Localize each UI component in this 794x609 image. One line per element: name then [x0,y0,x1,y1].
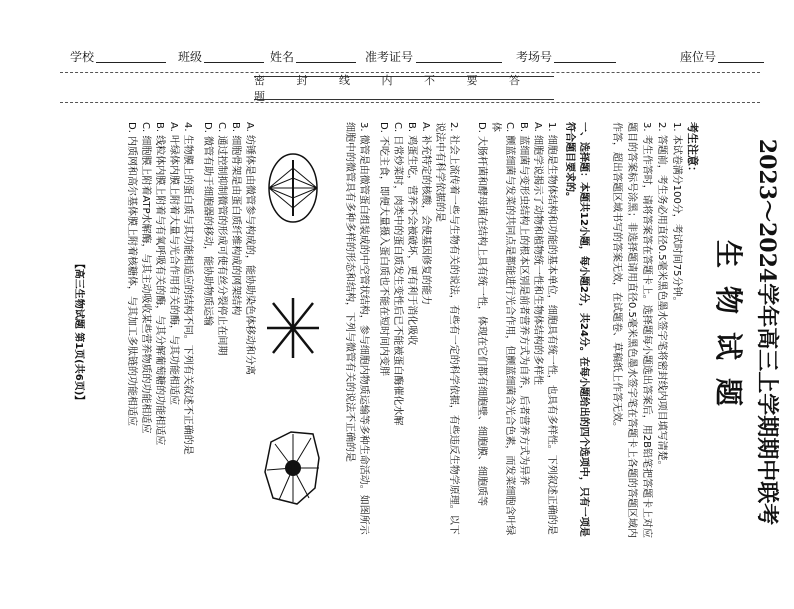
seal-dashed-line-bottom [60,102,760,103]
footer-page: 第1页(共6页)】 [73,332,84,406]
exam-header [0,34,794,70]
class-label: 班级 [178,50,203,64]
exam-notice [609,122,700,542]
question-3-options [200,122,256,542]
option-a[interactable]: A. 叶绿体内膜上附着大量与光合作用有关的酶，与其功能相适应 [168,122,179,406]
notice-item: 2. 答题前，考生务必用直径0.5毫米黑色墨水签字笔将密封线内项目填写清楚。 [656,122,667,471]
option-b[interactable]: B. 细胞骨架是由蛋白质纤维构成的网架结构 [230,122,241,316]
exam-no-label: 准考证号 [365,50,414,64]
question-3 [342,122,370,542]
school-field[interactable] [96,62,166,63]
footer-label: 【高三生物试题 [73,258,84,329]
subject-title: 生物试题 [712,239,745,424]
question-stem: 1. 细胞是生物体结构和功能的基本单位，细胞具有统一性，也具有多样性。下列叙述正确的是 [546,122,557,535]
notice-heading: 考生注意： [686,122,699,177]
name-field[interactable] [296,62,356,63]
microtubule-figures [262,148,324,508]
option-c[interactable]: C. 颤蓝细菌与发菜的共同点是都能进行光合作用，但颤蓝细菌含光合色素，而发菜细胞含叶绿体 [490,122,515,536]
option-b[interactable]: B. 线粒体内膜上附着与有氧呼吸有关的酶，与其分解葡萄糖的功能相适应 [154,122,165,446]
exam-title: 2023～2024学年高三上学期期中联考 [754,138,780,526]
option-c[interactable]: C. 日常炒菜时，肉类中的蛋白质发生变性后已不能被蛋白酶催化水解 [392,122,403,426]
rotated-exam-page [60,108,790,553]
option-d[interactable]: D. 大肠杆菌和酵母菌在结构上具有统一性，体现在它们都有细胞壁、细胞膜、细胞质等 [476,122,487,507]
question-stem: 2. 社会上流传着一些与生物有关的说法，有些有一定的科学依据，有些违反生物学原理。以下说法中有科学依据的是 [434,122,459,535]
option-b[interactable]: B. 蓝细菌与变形虫结构上的根本区别是前者营养方式为自养，后者营养方式为异养 [518,122,529,486]
room-label: 考场号 [516,50,553,64]
class-field[interactable] [204,62,264,63]
exam-no-field[interactable] [416,62,502,63]
option-a[interactable]: A. 纺锤体是由微管参与构成的，能协助染色体移动和分离 [244,122,255,376]
question-2 [376,122,460,542]
exam-page-content [60,108,790,553]
school-label: 学校 [70,50,95,64]
cell-skeleton-figure [263,428,323,508]
option-a[interactable]: A. 补充特定的核酸，会使基因修复的能力 [420,122,431,306]
option-d[interactable]: D. 内质网和高尔基体膜上附着核糖体，与其加工多肽链的功能相适应 [126,122,137,427]
option-c[interactable]: C. 细胞膜上附着ATP水解酶，与其主动吸收某些营养物质的功能相适应 [140,122,151,434]
seal-line-notice: 密 封 线 内 不 要 答 题 [254,76,554,100]
question-1 [474,122,558,542]
room-field[interactable] [554,62,616,63]
option-d[interactable]: D. 不吃主食，即便大量摄入蛋白质也不能在短时间内变胖 [378,122,389,377]
question-4 [124,122,194,542]
section-heading-text: 一、选择题：本题共12小题，每小题2分，共24分。在每小题给出的四个选项中，只有一项是符合题目要求的。 [564,122,589,537]
question-stem: 3. 微管是由微管蛋白组装成的中空管状结构，参与细胞内物质运输等多种生命活动。如图所示细胞中的微管具有多种多样的形态和结构，下列与微管有关的说法不正确的是 [344,122,369,535]
notice-item: 1. 本试卷满分100分，考试时间75分钟。 [671,122,682,307]
page-footer [73,122,88,542]
question-stem: 4. 生物膜上的蛋白质与其功能相适应的结构不同。下列有关叙述不正确的是 [182,122,193,455]
option-d[interactable]: D. 微管有助于细胞器的移动，能协助物质运输 [202,122,213,327]
seat-field[interactable] [718,62,764,63]
notice-item: 3. 考生作答时，请将答案答在答题卡上。选择题每小题选出答案后，用2B铅笔把答题卡上对应题目的答案标号涂黑；非选择题请用直径0.5毫米黑色墨水签字笔在答题卡上各题的答题区域内作答，超出答题区域书写的答案无效，在试题卷、草稿纸上作答无效。 [611,122,652,538]
flagellum-figure [263,293,323,363]
option-b[interactable]: B. 鸡蛋生吃，营养不会被破坏，更有利于消化吸收 [406,122,417,346]
name-label: 姓名 [270,50,295,64]
section-heading [562,122,590,542]
option-c[interactable]: C. 通过控制抑制微管的形成可使有丝分裂停止在间期 [216,122,227,356]
seat-label: 座位号 [680,50,717,64]
spindle-figure [263,148,323,228]
option-a[interactable]: A. 细胞学说揭示了动物和植物统一性和生物体结构的多样性 [532,122,543,386]
